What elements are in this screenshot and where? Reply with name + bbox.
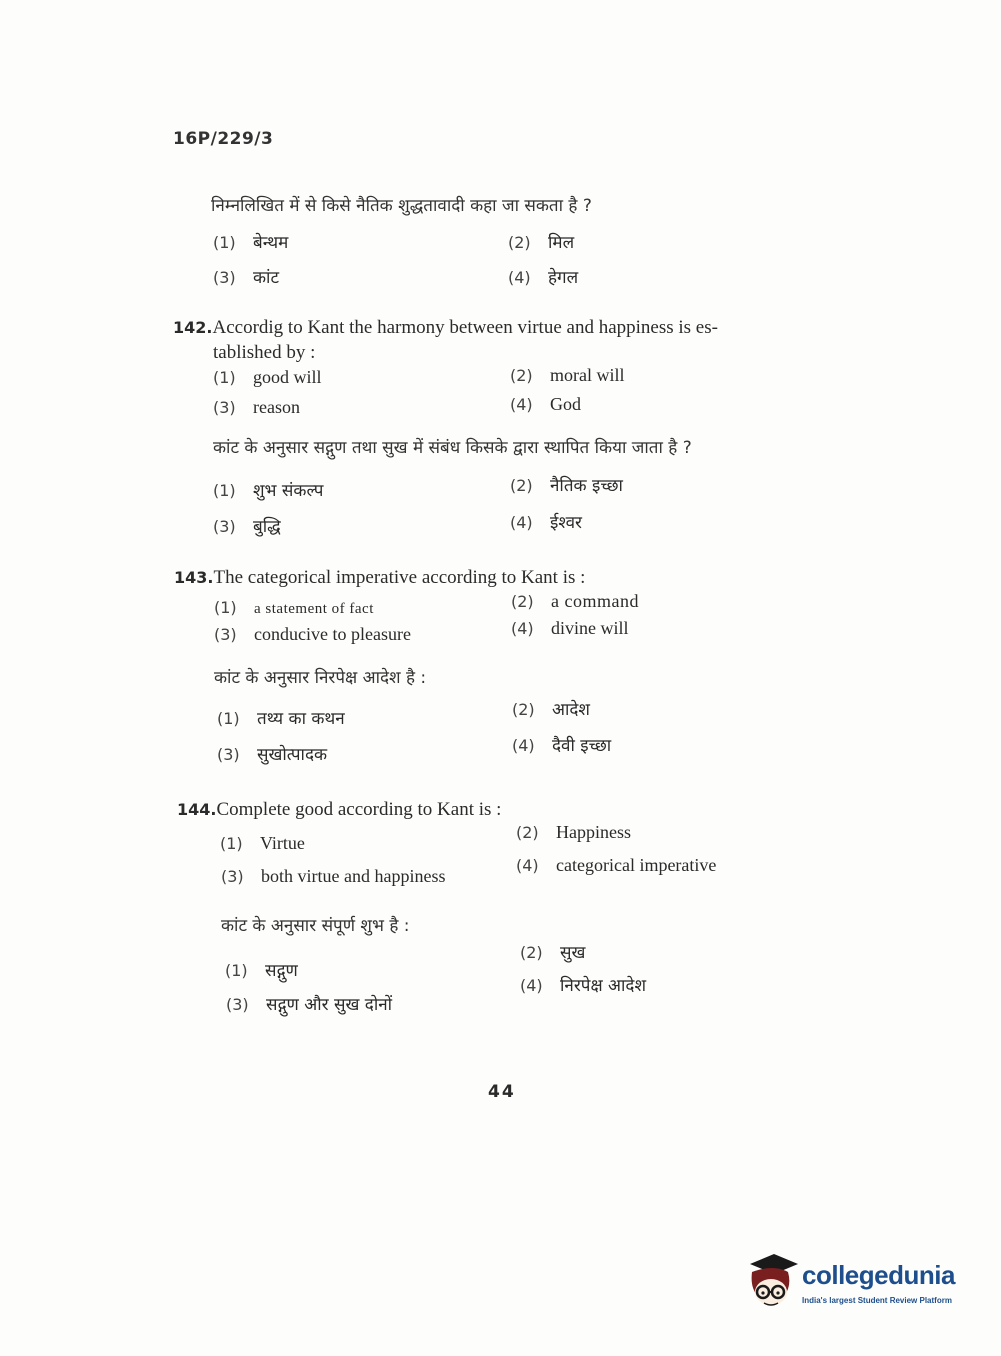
option: (1) a statement of fact: [214, 598, 374, 617]
option: (2) मिल: [508, 233, 575, 253]
option: (3) conducive to pleasure: [214, 624, 411, 644]
question-english: 144.Complete good according to Kant is :: [177, 799, 502, 820]
option: (2) आदेश: [512, 700, 590, 720]
option: (3) सुखोत्पादक: [217, 745, 328, 765]
option: (1) सद्गुण: [225, 961, 298, 981]
paper-code: 16P/229/3: [173, 129, 274, 149]
option: (3) कांट: [213, 268, 280, 288]
option: (4) God: [510, 394, 581, 414]
collegedunia-logo: [744, 1250, 974, 1314]
option: (3) both virtue and happiness: [221, 866, 446, 886]
option: (1) Virtue: [220, 833, 305, 853]
option: (3) बुद्धि: [213, 517, 281, 537]
logo-wordmark: collegedunia: [802, 1260, 955, 1290]
option: (4) दैवी इच्छा: [512, 736, 612, 756]
option: (4) निरपेक्ष आदेश: [520, 976, 647, 996]
question-english: 142.Accordig to Kant the harmony between virtue and happiness is es- tablished by :: [173, 317, 718, 363]
student-mascot-icon: [744, 1250, 800, 1312]
option: (3) reason: [213, 397, 300, 417]
option: (1) good will: [213, 367, 322, 387]
option: (3) सद्गुण और सुख दोनों: [226, 995, 393, 1015]
option: (4) ईश्वर: [510, 513, 582, 533]
option: (1) तथ्य का कथन: [217, 709, 345, 729]
option: (4) divine will: [511, 618, 629, 638]
question-english: 143.The categorical imperative according to Kant is :: [174, 567, 586, 588]
option: (4) हेगल: [508, 268, 579, 288]
option: (2) Happiness: [516, 822, 631, 842]
question-hindi: कांट के अनुसार सद्गुण तथा सुख में संबंध किसके द्वारा स्थापित किया जाता है ?: [213, 438, 692, 458]
question-hindi: कांट के अनुसार निरपेक्ष आदेश है :: [214, 668, 427, 688]
option: (4) categorical imperative: [516, 855, 717, 875]
question-hindi: कांट के अनुसार संपूर्ण शुभ है :: [221, 916, 410, 936]
question-hindi: निम्नलिखित में से किसे नैतिक शुद्धतावादी कहा जा सकता है ?: [211, 196, 592, 216]
page-number: 44: [488, 1082, 516, 1102]
option: (2) सुख: [520, 943, 586, 963]
option: (2) moral will: [510, 365, 625, 385]
logo-tagline: India's largest Student Review Platform: [802, 1296, 952, 1305]
option: (1) शुभ संकल्प: [213, 481, 324, 501]
option: (1) बेन्थम: [213, 233, 289, 253]
option: (2) नैतिक इच्छा: [510, 476, 623, 496]
option: (2) a command: [511, 591, 639, 611]
